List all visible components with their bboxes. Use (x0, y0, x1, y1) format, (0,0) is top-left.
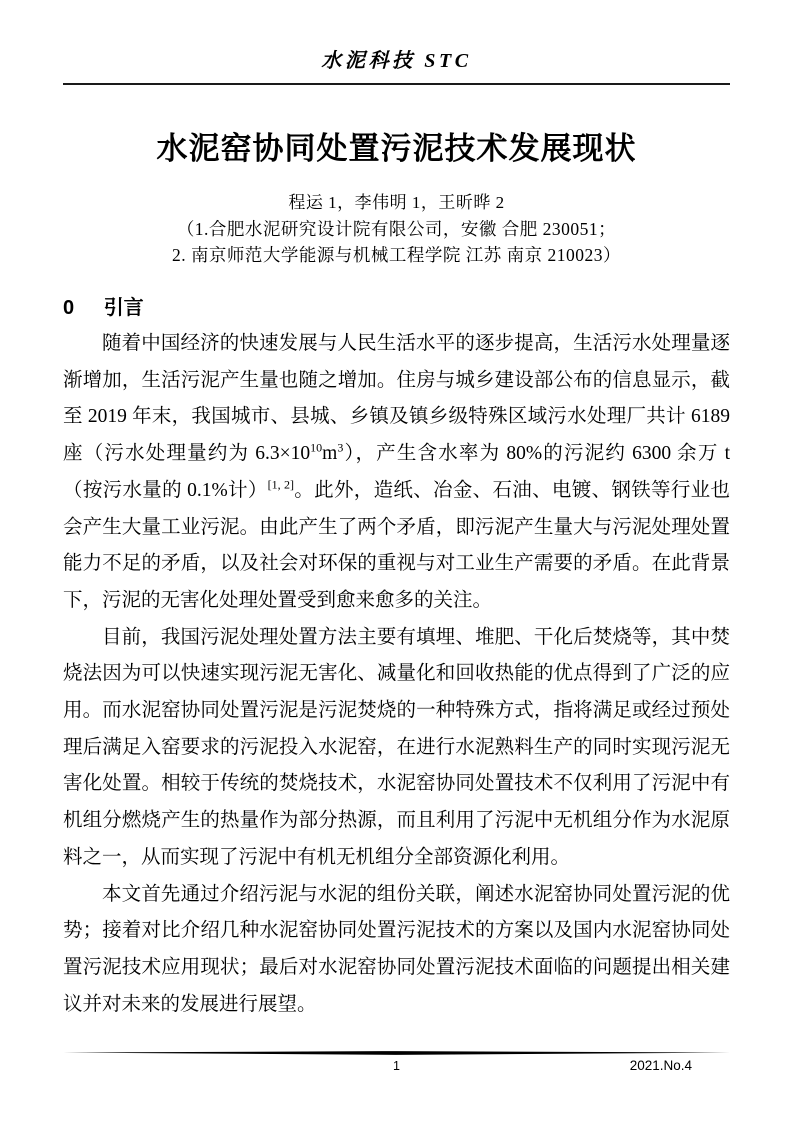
section-title: 引言 (103, 297, 144, 319)
affiliation-line-2: 2. 南京师范大学能源与机械工程学院 江苏 南京 210023） (171, 245, 622, 265)
paragraph-text: m (322, 443, 338, 465)
footer-rule (63, 1051, 730, 1055)
paragraph-text: 目前，我国污泥处理处置方法主要有填埋、堆肥、干化后焚烧等，其中焚烧法因为可以快速实现污泥无害化、减量化和回收热能的优点得到了广泛的应用。而水泥窑协同处置污泥是污泥焚烧的一种特殊方式，指将满足或经过预处理后满足入窑要求的污泥投入水泥窑，在进行水泥熟料生产的同时实现污泥无害化处置。相较于传统的焚烧技术，水泥窑协同处置技术不仅利用了污泥中有机组分燃烧产生的热量作为部分热源，而且利用了污泥中无机组分作为水泥原料之一，从而实现了污泥中有机无机组分全部资源化利用。 (63, 626, 730, 868)
section-number: 0 (63, 297, 75, 319)
superscript-text: 3 (337, 440, 344, 455)
author-block (63, 190, 730, 268)
body-paragraph (63, 326, 730, 620)
paragraph-text: 。此外，造纸、冶金、石油、电镀、钢铁等行业也会产生大量工业污泥。由此产生了两个矛盾，即污泥产生量大与污泥处理处置能力不足的矛盾，以及社会对环保的重视与对工业生产需要的矛盾。在此背景下，污泥的无害化处理处置受到愈来愈多的关注。 (63, 479, 730, 611)
body-paragraph (63, 877, 730, 1024)
section-heading (63, 295, 730, 321)
superscript-text: 10 (310, 440, 323, 455)
paragraph-text: ），产生含水率为 80%的污泥约 6300 余万 t（按污水量的 0.1%计） (63, 443, 730, 501)
article-title: 水泥窑协同处置污泥技术发展现状 (156, 131, 637, 166)
page-footer (63, 1051, 730, 1075)
header-rule (63, 83, 730, 85)
body-paragraph (63, 620, 730, 877)
authors-line: 程运 1，李伟明 1，王昕晔 2 (288, 193, 505, 212)
issue-label: 2021.No.4 (629, 1058, 692, 1073)
page-number: 1 (393, 1059, 400, 1073)
paragraph-text: 本文首先通过介绍污泥与水泥的组份关联，阐述水泥窑协同处置污泥的优势；接着对比介绍几种水泥窑协同处置污泥技术的方案以及国内水泥窑协同处置污泥技术应用现状；最后对水泥窑协同处置污泥技术面临的问题提出相关建议并对未来的发展进行展望。 (63, 883, 730, 1015)
article-body (63, 326, 730, 1023)
journal-running-head: 水泥科技 STC (321, 50, 472, 72)
affiliation-line-1: （1.合肥水泥研究设计院有限公司，安徽 合肥 230051； (176, 219, 617, 239)
paragraph-text: 随着中国经济的快速发展与人民生活水平的逐步提高，生活污水处理量逐渐增加，生活污泥产生量也随之增加。住房与城乡建设部公布的信息显示，截至 2019 年末，我国城市、县城、乡镇及镇乡级特殊区域污水处理厂共计 6189 座（污水处理量约为 6.3×10 (63, 333, 730, 465)
superscript-text: [1, 2] (267, 477, 294, 492)
